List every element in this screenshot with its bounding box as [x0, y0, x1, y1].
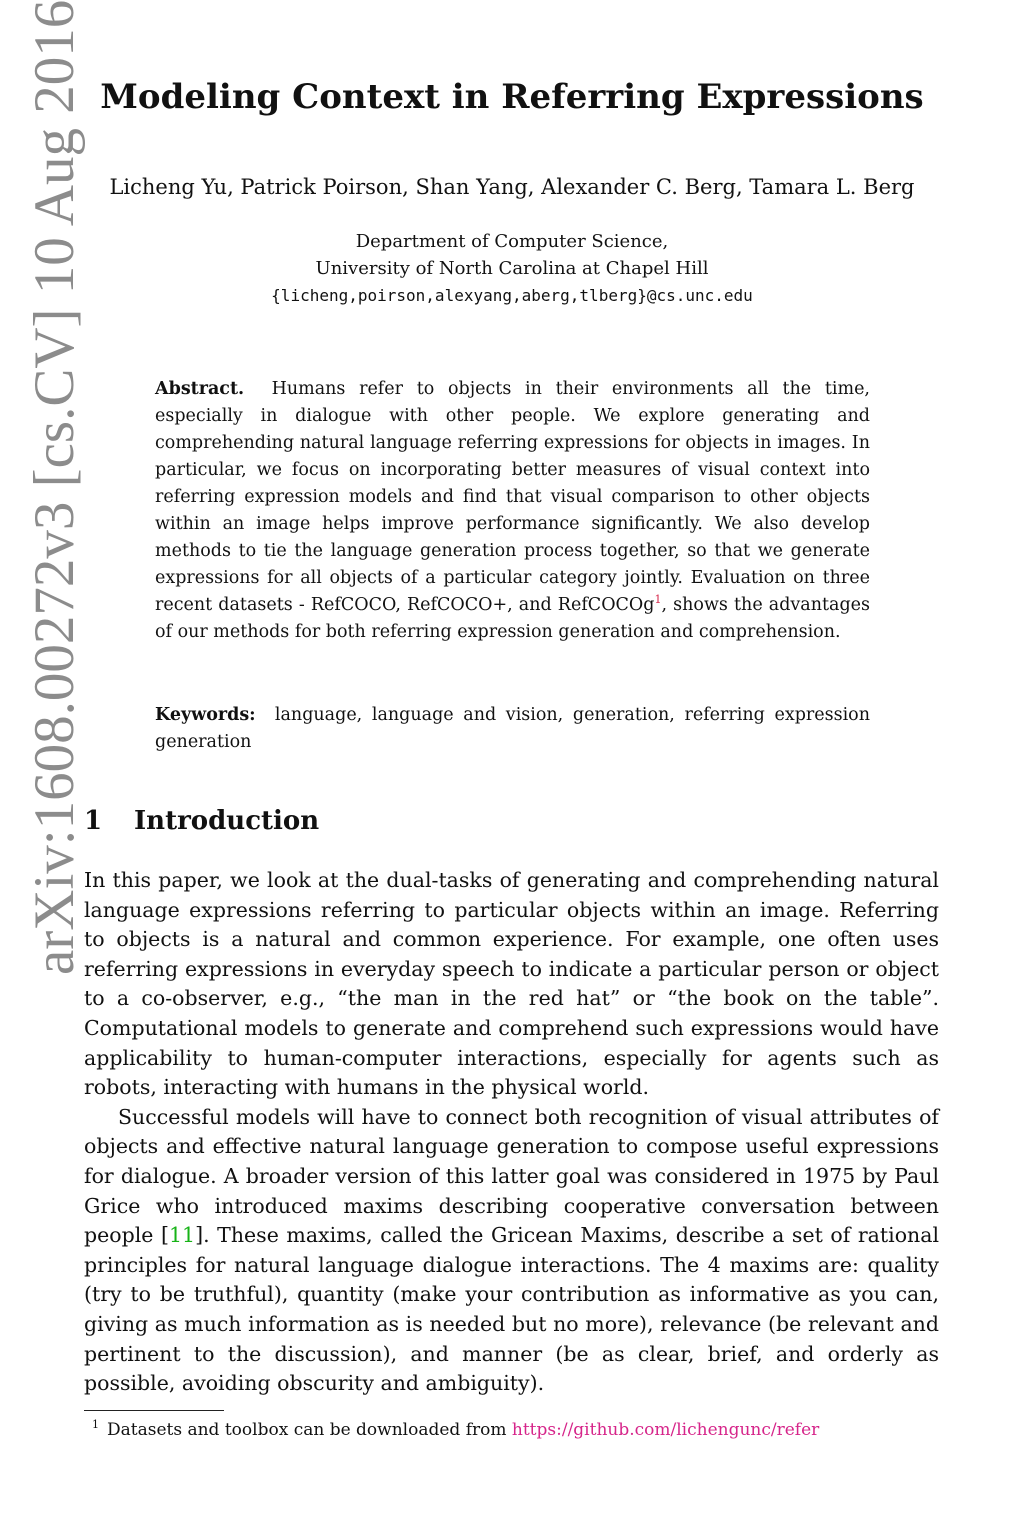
section-heading-introduction — [84, 802, 484, 840]
intro-paragraph-2 — [84, 1103, 939, 1399]
footnote — [84, 1416, 944, 1444]
citation-link[interactable]: 11 — [168, 1223, 196, 1248]
intro-paragraph-2-text-end: ]. These maxims, called the Gricean Maxims, describe a set of rational principles for natural language dialogue interactions. The 4 maxims are: quality (try to be truthful), quantity (make your contribution as informative as you can, giving as much information as is needed but no more), relevance (be relevant and pertinent to the discussion), and manner (be as clear, brief, and orderly as possible, avoiding obscurity and ambiguity). — [84, 1223, 940, 1396]
author-emails: {licheng,poirson,alexyang,aberg,tlberg}@cs.unc.edu — [271, 286, 753, 305]
section-title: Introduction — [134, 806, 320, 836]
abstract-text-end: , shows the advantages of our methods for both referring expression generation and comprehension. — [155, 595, 871, 642]
intro-paragraph-1: In this paper, we look at the dual-tasks of generating and comprehending natural language expressions referring to particular objects within an image. Referring to objects is a natural and common experience. For example, one often uses referring expressions in everyday speech to indicate a particular person or object to a co-observer, e.g., “the man in the red hat” or “the book on the table”. Computational models to generate and comprehend such expressions would have applicability to human-computer interactions, especially for agents such as robots, interacting with humans in the physical world. — [84, 868, 939, 1100]
intro-paragraph-2-text: Successful models will have to connect both recognition of visual attributes of objects and effective natural language generation to compose useful expressions for dialogue. A broader version of this latter goal was considered in 1975 by Paul Grice who introduced maxims describing cooperative conversation between people [ — [84, 1104, 939, 1248]
department-line: Department of Computer Science, — [355, 231, 669, 252]
section-number: 1 — [84, 806, 103, 836]
keywords-text: language, language and vision, generation, referring expression generation — [155, 705, 870, 752]
dataset-download-link[interactable]: https://github.com/lichengunc/refer — [511, 1420, 820, 1440]
keywords-label: Keywords: — [155, 705, 256, 725]
arxiv-identifier-stamp: arXiv:1608.00272v3 [cs.CV] 10 Aug 2016 — [23, 0, 86, 975]
paper-title: Modeling Context in Referring Expressions — [100, 77, 924, 117]
footnote-mark: 1 — [92, 1418, 99, 1432]
introduction-body — [84, 866, 939, 1399]
abstract-label: Abstract. — [155, 379, 245, 399]
author-list: Licheng Yu, Patrick Poirson, Shan Yang, Alexander C. Berg, Tamara L. Berg — [109, 175, 915, 199]
footnote-divider — [84, 1410, 224, 1411]
abstract-block — [155, 376, 870, 646]
abstract-text: Humans refer to objects in their environments all the time, especially in dialogue with other people. We explore generating and comprehending natural language referring expressions for objects in images. In particular, we focus on incorporating better measures of visual context into referring expression models and find that visual comparison to other objects within an image helps improve performance significantly. We also develop methods to tie the language generation process together, so that we generate expressions for all objects of a particular category jointly. Evaluation on three recent datasets - RefCOCO, RefCOCO+, and RefCOCOg — [155, 379, 870, 615]
keywords-block — [155, 702, 870, 756]
affiliation-block — [220, 228, 804, 309]
university-line: University of North Carolina at Chapel Hill — [315, 258, 709, 279]
footnote-reference-link[interactable]: 1 — [654, 593, 662, 607]
footnote-text: Datasets and toolbox can be downloaded from — [107, 1420, 507, 1440]
